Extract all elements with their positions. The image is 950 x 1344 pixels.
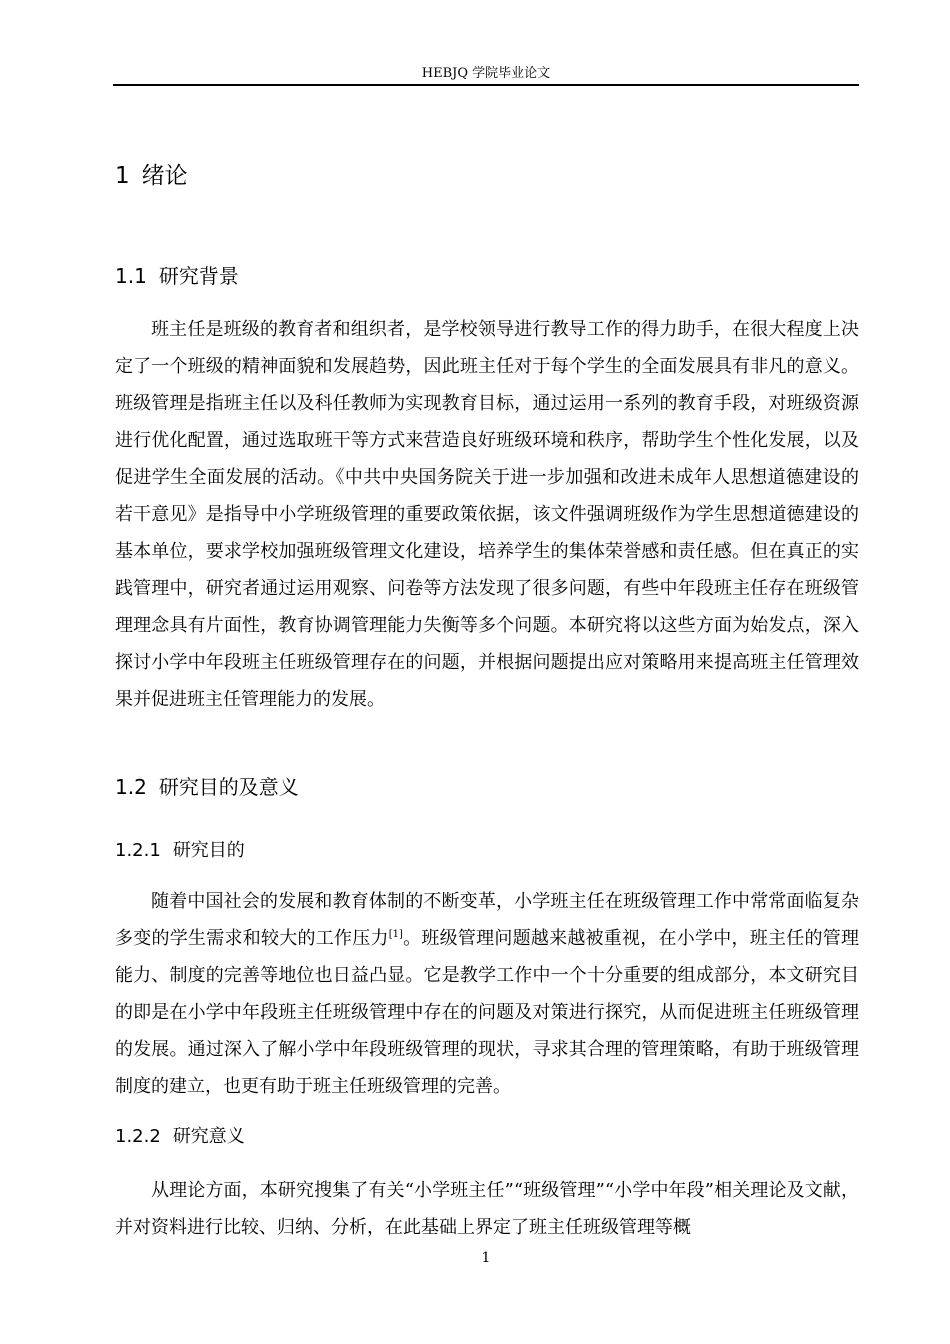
section-heading-1-1 — [115, 262, 239, 290]
subsection-heading-1-2-1 — [115, 838, 245, 864]
citation-marker: [1] — [388, 929, 403, 940]
section-number: 1.2 — [115, 775, 147, 799]
section-heading-1-2 — [115, 773, 299, 801]
paragraph-research-significance: 从理论方面，本研究搜集了有关“小学班主任”“班级管理”“小学中年段”相关理论及文献，并对资料进行比较、归纳、分析，在此基础上界定了班主任班级管理等概 — [115, 1180, 859, 1238]
subsection-number: 1.2.2 — [115, 1126, 161, 1147]
chapter-title: 绪论 — [141, 163, 188, 189]
subsection-number: 1.2.1 — [115, 840, 161, 861]
header-rule — [113, 84, 859, 86]
subsection-title: 研究目的 — [172, 840, 245, 861]
page-number: 1 — [481, 1250, 491, 1266]
paragraph-research-purpose — [115, 883, 859, 1105]
subsection-title: 研究意义 — [172, 1126, 245, 1147]
chapter-number: 1 — [115, 163, 130, 189]
section-title: 研究目的及意义 — [158, 775, 299, 799]
paragraph-text: 随着中国社会的发展和教育体制的不断变革，小学班主任在班级管理工作中常常面临复杂多变的学生需求和较大的工作压力 — [115, 891, 859, 949]
paragraph-text: 。班级管理问题越来越被重视，在小学中，班主任的管理能力、制度的完善等地位也日益凸显。它是教学工作中一个十分重要的组成部分，本文研究目的即是在小学中年段班主任班级管理中存在的问题及对策进行探究，从而促进班主任班级管理的发展。通过深入了解小学中年段班级管理的现状，寻求其合理的管理策略，有助于班级管理制度的建立，也更有助于班主任班级管理的完善。 — [115, 928, 859, 1097]
paragraph-research-background: 班主任是班级的教育者和组织者，是学校领导进行教导工作的得力助手，在很大程度上决定了一个班级的精神面貌和发展趋势，因此班主任对于每个学生的全面发展具有非凡的意义。班级管理是指班主任以及科任教师为实现教育目标，通过运用一系列的教育手段，对班级资源进行优化配置，通过选取班干等方式来营造良好班级环境和秩序，帮助学生个性化发展，以及促进学生全面发展的活动。《中共中央国务院关于进一步加强和改进未成年人思想道德建设的若干意见》是指导中小学班级管理的重要政策依据，该文件强调班级作为学生思想道德建设的基本单位，要求学校加强班级管理文化建设，培养学生的集体荣誉感和责任感。但在真正的实践管理中，研究者通过运用观察、问卷等方法发现了很多问题，有些中年段班主任存在班级管理理念具有片面性，教育协调管理能力失衡等多个问题。本研究将以这些方面为始发点，深入探讨小学中年段班主任班级管理存在的问题，并根据问题提出应对策略用来提高班主任管理效果并促进班主任管理能力的发展。 — [115, 319, 859, 710]
page-header: HEBJQ 学院毕业论文 — [421, 66, 551, 81]
section-number: 1.1 — [115, 264, 147, 288]
subsection-heading-1-2-2 — [115, 1124, 245, 1150]
chapter-heading — [115, 160, 188, 192]
section-title: 研究背景 — [158, 264, 239, 288]
